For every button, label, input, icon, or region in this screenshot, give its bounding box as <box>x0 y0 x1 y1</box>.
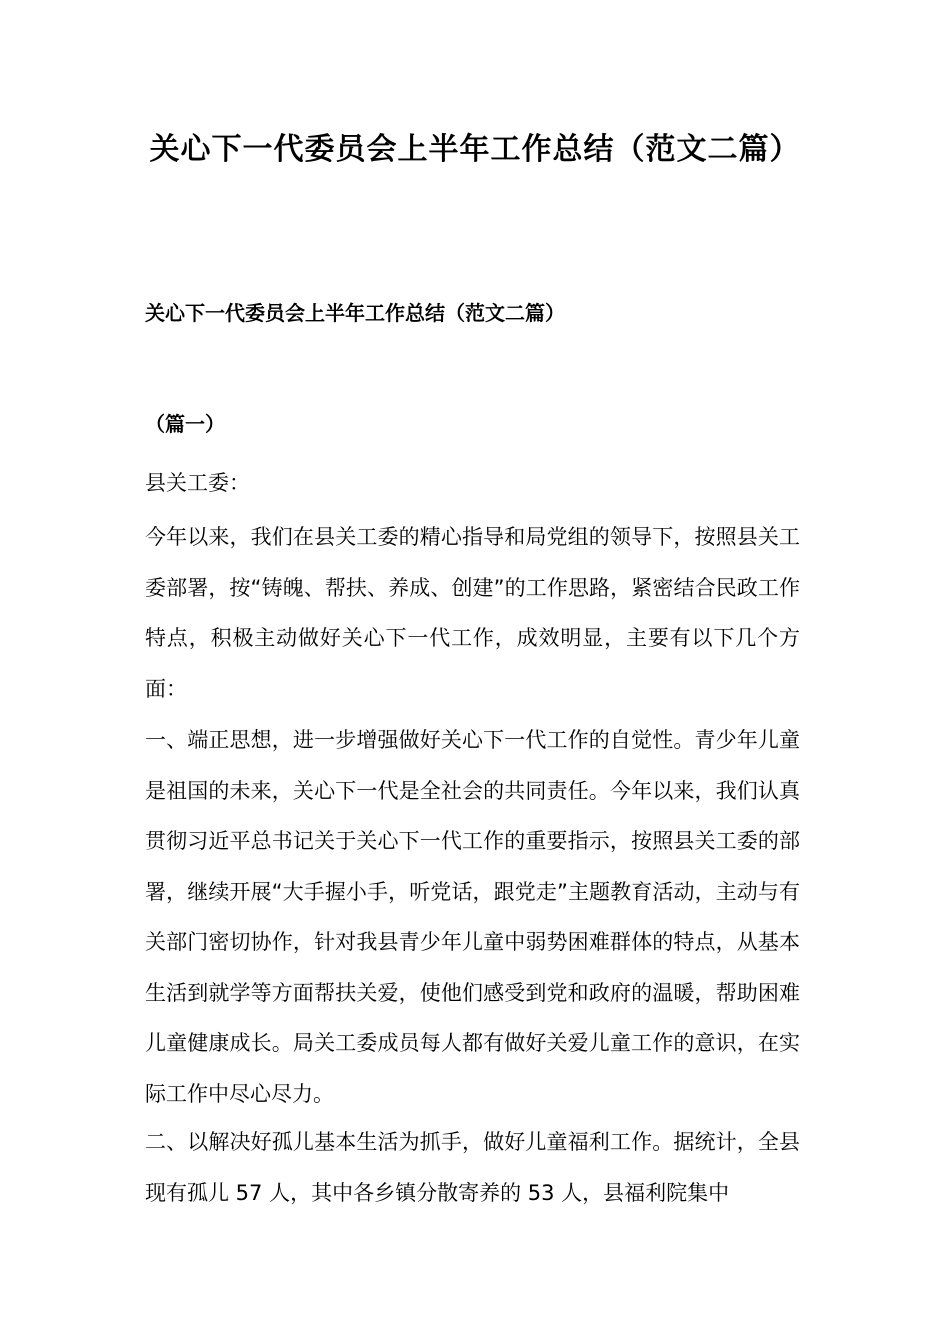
document-title: 关心下一代委员会上半年工作总结（范文二篇） <box>149 132 801 167</box>
salutation: 县关工委： <box>145 471 250 495</box>
document-subtitle: 关心下一代委员会上半年工作总结（范文二篇） <box>145 301 565 325</box>
section-label: （篇一） <box>145 412 225 436</box>
paragraph-intro: 今年以来，我们在县关工委的精心指导和局党组的领导下，按照县关工委部署，按“铸魄、帮扶、养成、创建”的工作思路，紧密结合民政工作特点，积极主动做好关心下一代工作，成效明显，主要有以下几个方面： <box>145 525 800 701</box>
paragraph-section-one: 一、端正思想，进一步增强做好关心下一代工作的自觉性。青少年儿童是祖国的未来，关心下一代是全社会的共同责任。今年以来，我们认真贯彻习近平总书记关于关心下一代工作的重要指示，按照县关工委的部署，继续开展“大手握小手，听党话，跟党走”主题教育活动，主动与有关部门密切协作，针对我县青少年儿童中弱势困难群体的特点，从基本生活到就学等方面帮扶关爱，使他们感受到党和政府的温暖，帮助困难儿童健康成长。局关工委成员每人都有做好关爱儿童工作的意识，在实际工作中尽心尽力。 <box>145 728 800 1106</box>
paragraph-section-two: 二、以解决好孤儿基本生活为抓手，做好儿童福利工作。据统计，全县现有孤儿 57 人，其中各乡镇分散寄养的 53 人，县福利院集中 <box>145 1130 800 1205</box>
